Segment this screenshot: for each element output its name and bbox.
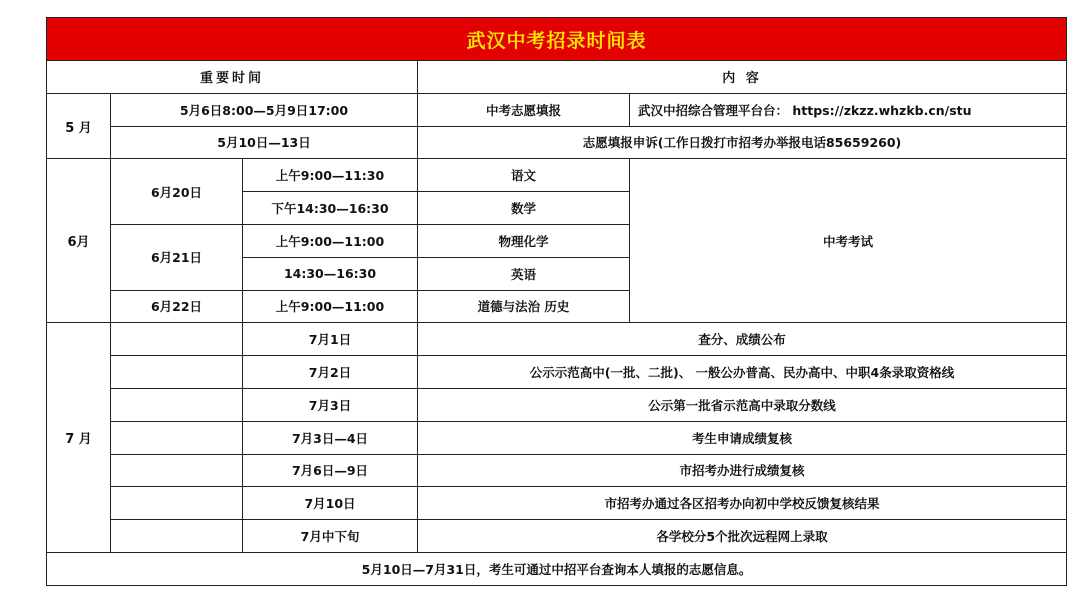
admission-schedule-table <box>46 17 1066 585</box>
may-item-2: 志愿填报申诉(工作日拨打市招考办举报电话85659260) <box>418 126 1067 159</box>
june-session-time: 上午9:00—11:00 <box>243 290 418 323</box>
table-title: 武汉中考招录时间表 <box>47 18 1067 61</box>
july-date: 7月2日 <box>243 356 418 389</box>
july-empty-cell <box>111 520 243 553</box>
may-platform-url: 武汉中招综合管理平台台： https://zkzz.whzkb.cn/stu <box>630 93 1067 126</box>
header-content: 内 容 <box>418 61 1067 94</box>
july-date: 7月中下旬 <box>243 520 418 553</box>
july-date: 7月3日—4日 <box>243 421 418 454</box>
june-session-subject: 语文 <box>418 159 630 192</box>
june-session-subject: 物理化学 <box>418 224 630 257</box>
june-day-22: 6月22日 <box>111 290 243 323</box>
june-session-time: 下午14:30—16:30 <box>243 192 418 225</box>
july-content: 公示第一批省示范高中录取分数线 <box>418 388 1067 421</box>
july-empty-cell <box>111 454 243 487</box>
july-date: 7月1日 <box>243 323 418 356</box>
july-empty-cell <box>111 388 243 421</box>
header-important-time: 重要时间 <box>47 61 418 94</box>
month-june-label: 6月 <box>47 159 111 323</box>
july-content: 考生申请成绩复核 <box>418 421 1067 454</box>
june-session-time: 上午9:00—11:30 <box>243 159 418 192</box>
june-day-20: 6月20日 <box>111 159 243 225</box>
july-date: 7月6日—9日 <box>243 454 418 487</box>
may-date-2: 5月10日—13日 <box>111 126 418 159</box>
july-content: 市招考办通过各区招考办向初中学校反馈复核结果 <box>418 487 1067 520</box>
july-date: 7月3日 <box>243 388 418 421</box>
july-empty-cell <box>111 421 243 454</box>
footer-note: 5月10日—7月31日，考生可通过中招平台查询本人填报的志愿信息。 <box>47 552 1067 585</box>
june-session-time: 上午9:00—11:00 <box>243 224 418 257</box>
july-content: 查分、成绩公布 <box>418 323 1067 356</box>
month-july-label: 7 月 <box>47 323 111 553</box>
may-date-1: 5月6日8:00—5月9日17:00 <box>111 93 418 126</box>
july-content: 公示示范高中(一批、二批)、 一般公办普高、民办高中、中职4条录取资格线 <box>418 356 1067 389</box>
july-empty-cell <box>111 356 243 389</box>
may-item-1: 中考志愿填报 <box>418 93 630 126</box>
june-session-subject: 英语 <box>418 257 630 290</box>
june-exam-label: 中考考试 <box>630 159 1067 323</box>
july-empty-cell <box>111 487 243 520</box>
june-day-21: 6月21日 <box>111 224 243 290</box>
month-may-label: 5 月 <box>47 93 111 159</box>
july-content: 市招考办进行成绩复核 <box>418 454 1067 487</box>
july-empty-cell <box>111 323 243 356</box>
june-session-subject: 数学 <box>418 192 630 225</box>
july-date: 7月10日 <box>243 487 418 520</box>
july-content: 各学校分5个批次远程网上录取 <box>418 520 1067 553</box>
june-session-subject: 道德与法治 历史 <box>418 290 630 323</box>
june-session-time: 14:30—16:30 <box>243 257 418 290</box>
